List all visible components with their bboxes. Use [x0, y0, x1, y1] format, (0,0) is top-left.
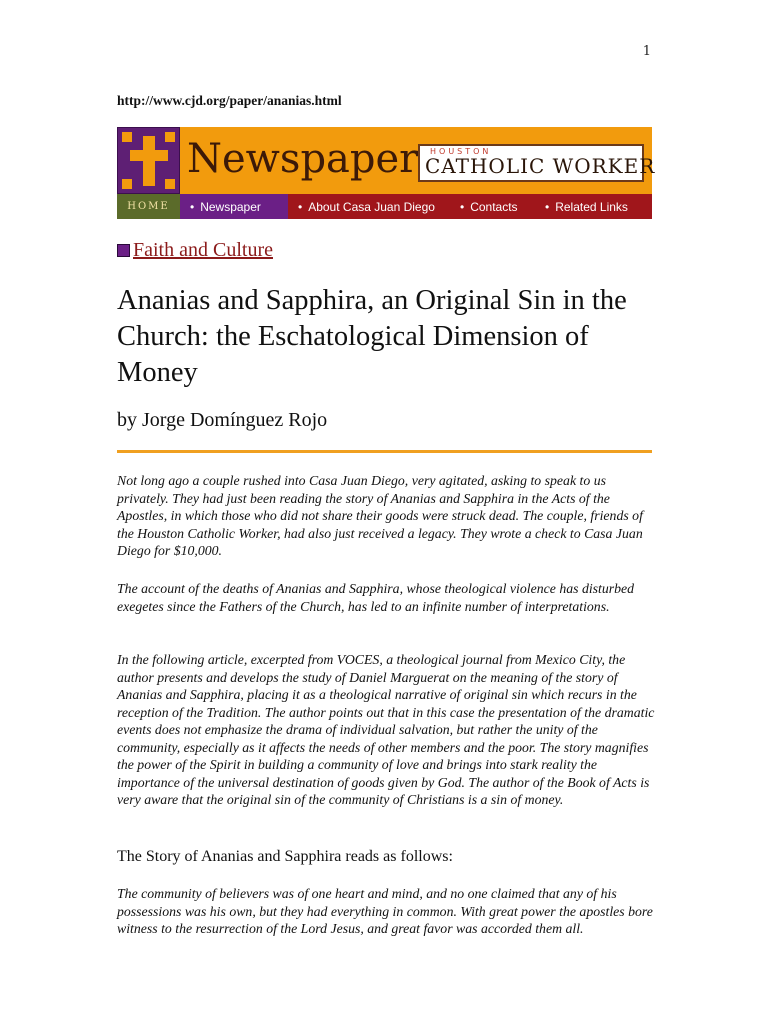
divider [117, 450, 652, 453]
cross-logo[interactable] [117, 127, 180, 194]
nav-newspaper-label: Newspaper [200, 199, 261, 214]
article-title: Ananias and Sapphira, an Original Sin in the Church: the Eschatological Dimension of Money [117, 285, 627, 388]
section-link[interactable] [117, 239, 273, 262]
bullet-icon: • [298, 199, 303, 214]
nav-newspaper[interactable] [180, 194, 288, 219]
nav-about-label: About Casa Juan Diego [308, 199, 435, 214]
catholic-worker-city: HOUSTON [430, 147, 492, 156]
bullet-icon: • [190, 199, 195, 214]
nav-related-links-label: Related Links [555, 199, 628, 214]
bullet-icon: • [460, 199, 465, 214]
article-byline: by Jorge Domínguez Rojo [117, 409, 328, 431]
bullet-icon: • [545, 199, 550, 214]
nav-related-links[interactable] [535, 194, 652, 219]
story-subheading: The Story of Ananias and Sapphira reads as follows: [117, 848, 453, 865]
nav-contacts-label: Contacts [470, 199, 518, 214]
nav-about[interactable] [288, 194, 450, 219]
catholic-worker-logo [418, 144, 656, 182]
quote-paragraph: The community of believers was of one heart and mind, and no one claimed that any of his possessions was his own, but they had everything in common. With great power the apostles bore witness to the resurrection of the Lord Jesus, and great favor was accorded them all. [117, 886, 653, 936]
nav-bar [117, 194, 652, 219]
banner-header [117, 127, 656, 194]
page-number: 1 [642, 44, 651, 59]
intro-paragraph: Not long ago a couple rushed into Casa Juan Diego, very agitated, asking to speak to us privately. They had just been reading the story of Ananias and Sapphira in the Acts of the Apostles, in which those who did not share their goods were struck dead. The couple, friends of the Houston Catholic Worker, had also just received a legacy. They wrote a check to Casa Juan Diego for $10,000. [117, 473, 643, 558]
site-banner [117, 127, 656, 219]
section-label[interactable]: Faith and Culture [133, 239, 273, 261]
nav-home[interactable]: HOME [117, 194, 180, 219]
newspaper-logo-text: Newspaper [187, 136, 419, 182]
cross-icon [118, 128, 179, 193]
catholic-worker-title: CATHOLIC WORKER [425, 154, 656, 178]
nav-contacts[interactable] [450, 194, 535, 219]
intro-paragraph: In the following article, excerpted from VOCES, a theological journal from Mexico City, the author presents and develops the study of Daniel Marguerat on the meaning of the story of Ananias and Sapphira, placing it as a theological narrative of original sin which recurs in the reception of the Tradition. The author points out that in this case the presentation of the dramatic events does not emphasize the drama of individual salvation, but rather the unity of the community, especially as it affects the needs of other members and the poor. The story magnifies the power of the Spirit in building a community of love and brings into stark reality the importance of the universal destination of goods given by God. The author of the Book of Acts is very aware that the original sin of the community of Christians is a sin of money. [117, 652, 655, 807]
intro-paragraph: The account of the deaths of Ananias and Sapphira, whose theological violence has disturbed exegetes since the Fathers of the Church, has led to an infinite number of interpretations. [117, 581, 635, 614]
section-square-icon [117, 244, 130, 257]
source-url[interactable]: http://www.cjd.org/paper/ananias.html [117, 93, 342, 108]
